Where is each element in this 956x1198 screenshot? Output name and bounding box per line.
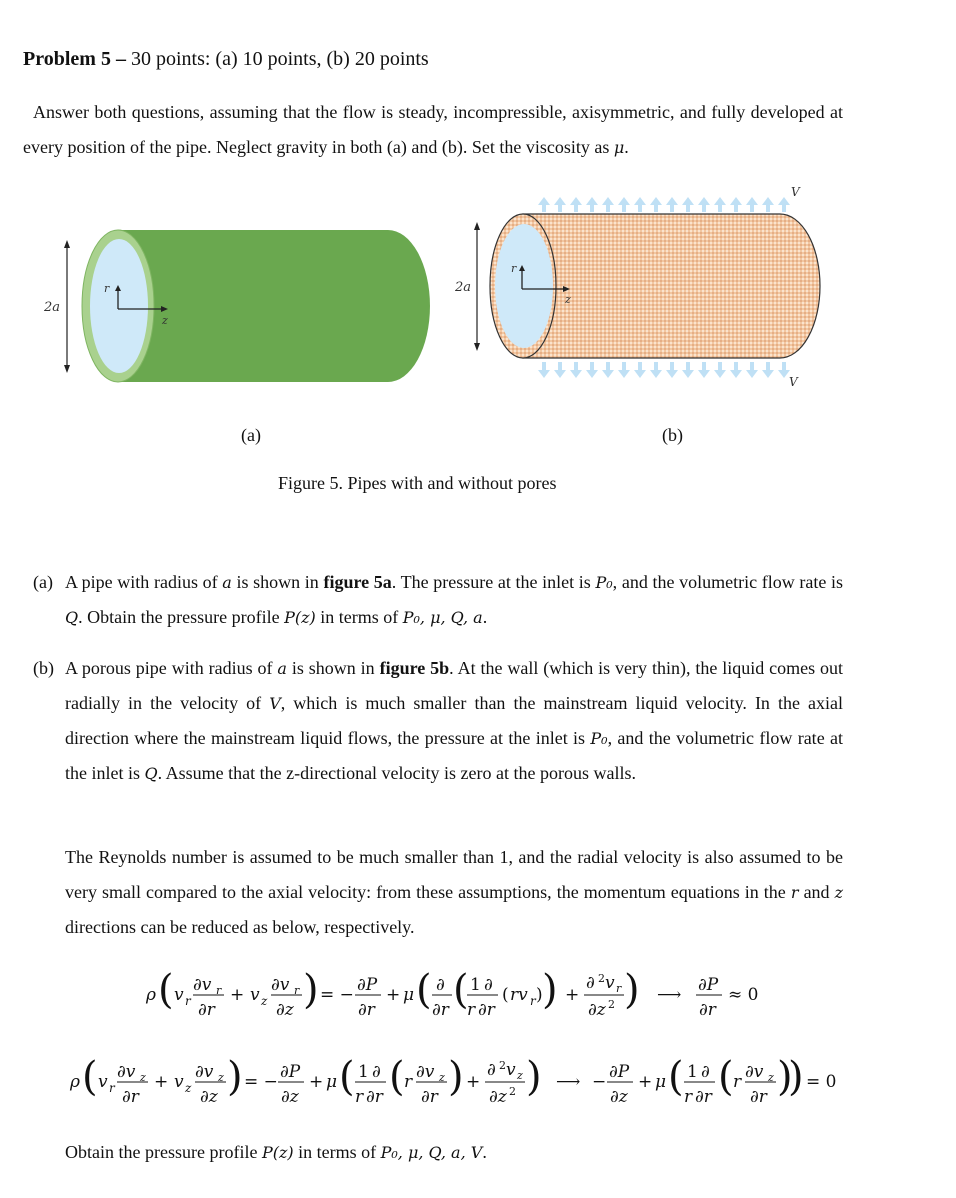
svg-text:(: ( (502, 985, 509, 1005)
svg-text:r: r (530, 994, 536, 1008)
part-b-text-5: , and the volumetric flow rate at the inlet is (65, 728, 844, 783)
svg-text:z: z (140, 1071, 146, 1084)
svg-text:∂v: ∂v (271, 975, 290, 995)
svg-text:ρ: ρ (146, 985, 156, 1005)
part-a-text-5: . Obtain the pressure profile (78, 607, 280, 627)
part-a-text-1: A pipe with radius of (65, 572, 218, 592)
problem-points: 30 points: (a) 10 points, (b) 20 points (125, 48, 429, 70)
svg-text:+: + (638, 1072, 653, 1092)
final-variables: P₀, μ, Q, a, V (380, 1143, 483, 1162)
solid-pipe (82, 230, 430, 382)
svg-text:+: + (309, 1072, 324, 1092)
svg-text:⟶: ⟶ (556, 1072, 581, 1092)
svg-text:∂: ∂ (701, 1062, 710, 1082)
dimension-b (454, 222, 480, 351)
final-text-2: in terms of (298, 1142, 377, 1162)
svg-text:): ) (624, 967, 640, 1013)
final-text-1: Obtain the pressure profile (65, 1142, 258, 1162)
svg-text:∂P: ∂P (609, 1062, 630, 1082)
porous-pipe (490, 214, 820, 358)
part-b-text-3: . At the wall (which is very thin), the liquid comes out radially in the velocity of (65, 658, 844, 713)
svg-text:2: 2 (608, 998, 615, 1011)
svg-text:∂v: ∂v (416, 1062, 435, 1082)
assumptions-text-2: and (803, 882, 830, 902)
svg-text:μ: μ (326, 1072, 338, 1092)
part-a-figure-ref: figure 5a (323, 572, 392, 592)
svg-text:1: 1 (470, 975, 481, 995)
svg-text:rv: rv (510, 985, 528, 1005)
part-b-text-1: A porous pipe with radius of (65, 658, 273, 678)
part-b-inlet-pressure: P₀ (590, 729, 608, 748)
figure-label-b: (b) (662, 425, 683, 445)
part-b-wall-velocity: V (269, 694, 281, 713)
svg-text:+: + (154, 1072, 169, 1092)
svg-text:2: 2 (598, 972, 605, 985)
svg-text:∂z: ∂z (610, 1087, 628, 1107)
svg-text:r: r (616, 982, 622, 995)
final-text-3: . (482, 1142, 487, 1162)
svg-text:2: 2 (509, 1085, 516, 1098)
pipes-figure (0, 180, 956, 455)
svg-text:): ) (448, 1054, 464, 1100)
svg-text:z: z (439, 1071, 445, 1084)
svg-text:r: r (109, 1081, 115, 1095)
svg-text:∂P: ∂P (280, 1062, 301, 1082)
axis-z-a: z (162, 314, 168, 327)
figure-caption: Figure 5. Pipes with and without pores (278, 473, 557, 493)
svg-text:∂r: ∂r (432, 1000, 449, 1020)
svg-text:r: r (467, 1000, 476, 1020)
dim-label-b: 2a (455, 280, 472, 295)
part-b-text-6: . Assume that the z-directional velocity is zero at the porous walls. (157, 763, 636, 783)
svg-text:∂r: ∂r (695, 1087, 712, 1107)
svg-text:): ) (536, 985, 543, 1005)
svg-text:= −: = − (320, 985, 354, 1005)
part-b-assumptions (33, 840, 843, 945)
svg-text:(: ( (453, 967, 469, 1013)
part-b-radius: a (277, 659, 287, 678)
dimension-a (43, 240, 70, 373)
svg-text:∂P: ∂P (698, 975, 719, 995)
svg-text:(: ( (82, 1054, 98, 1100)
svg-text:(: ( (718, 1054, 734, 1100)
svg-text:+: + (230, 985, 245, 1005)
svg-text:∂v: ∂v (117, 1062, 136, 1082)
svg-text:): ) (227, 1054, 243, 1100)
part-b-figure-ref: figure 5b (379, 658, 450, 678)
svg-text:∂v: ∂v (195, 1062, 214, 1082)
svg-text:⟶: ⟶ (657, 985, 682, 1005)
final-pressure-profile: P(z) (261, 1143, 294, 1162)
svg-text:): ) (303, 967, 319, 1013)
velocity-label-top: V (791, 185, 800, 199)
svg-text:(: ( (158, 967, 174, 1013)
axis-z-b: z (565, 293, 571, 306)
svg-text:1: 1 (687, 1062, 698, 1082)
part-a-pressure-profile: P(z) (284, 608, 316, 627)
svg-text:z: z (218, 1071, 224, 1084)
part-b (33, 651, 843, 791)
svg-text:): ) (777, 1054, 793, 1100)
svg-text:∂: ∂ (586, 973, 595, 993)
part-a-text-2: is shown in (236, 572, 319, 592)
svg-text:∂r: ∂r (478, 1000, 495, 1020)
svg-text:(: ( (339, 1054, 355, 1100)
svg-text:∂r: ∂r (421, 1087, 438, 1107)
problem-title (23, 48, 429, 71)
part-b-label: (b) (33, 658, 54, 678)
svg-text:∂r: ∂r (122, 1087, 139, 1107)
svg-text:∂r: ∂r (366, 1087, 383, 1107)
svg-text:∂z: ∂z (489, 1087, 507, 1107)
svg-text:∂r: ∂r (198, 1000, 215, 1020)
viscosity-symbol: μ (613, 138, 625, 157)
svg-text:r: r (294, 984, 300, 997)
svg-text:= 0: = 0 (806, 1072, 837, 1092)
svg-text:r: r (185, 994, 191, 1008)
svg-text:v: v (605, 973, 615, 993)
assumptions-z: z (834, 883, 844, 902)
svg-text:(: ( (416, 967, 432, 1013)
svg-text:(: ( (389, 1054, 405, 1100)
part-a-inlet-pressure: P₀ (595, 573, 613, 592)
svg-text:+: + (466, 1072, 481, 1092)
assumptions-text-1: The Reynolds number is assumed to be much smaller than 1, and the radial velocity is also assumed to be very small compared to the axial velocity: from these assumptions, the momentum equations in the (65, 847, 843, 902)
svg-text:∂v: ∂v (745, 1062, 764, 1082)
part-a-text-6: in terms of (320, 607, 399, 627)
svg-text:∂z: ∂z (276, 1000, 294, 1020)
svg-text:μ: μ (655, 1072, 667, 1092)
svg-text:∂z: ∂z (588, 1000, 606, 1020)
r-momentum-equation (145, 967, 758, 1020)
svg-text:∂r: ∂r (358, 1000, 375, 1020)
svg-text:∂: ∂ (484, 975, 493, 995)
intro-text: Answer both questions, assuming that the flow is steady, incompressible, axisymmetric, and fully developed at every position of the pipe. Neglect gravity in both (a) and (b). Set the viscosity as (23, 102, 843, 157)
axis-r-b: r (511, 262, 517, 275)
svg-text:2: 2 (499, 1059, 506, 1072)
svg-text:): ) (788, 1054, 804, 1100)
intro-end: . (624, 137, 629, 157)
svg-text:∂z: ∂z (200, 1087, 218, 1107)
svg-text:−: − (592, 1072, 607, 1092)
svg-text:z: z (185, 1081, 192, 1095)
outflow-arrows-bottom (538, 362, 799, 389)
part-a-label: (a) (33, 572, 53, 592)
outflow-arrows-top (538, 185, 801, 212)
part-b-flow-rate: Q (144, 764, 158, 783)
part-a-text-4: , and the volumetric flow rate is (612, 572, 844, 592)
part-a-variables: P₀, μ, Q, a (402, 608, 483, 627)
svg-text:∂r: ∂r (699, 1000, 716, 1020)
part-a (33, 565, 843, 635)
svg-text:v: v (174, 1072, 184, 1092)
svg-text:1: 1 (358, 1062, 369, 1082)
part-b-text-2: is shown in (291, 658, 375, 678)
svg-text:r: r (355, 1087, 364, 1107)
svg-text:∂r: ∂r (750, 1087, 767, 1107)
velocity-label-bottom: V (789, 375, 798, 389)
figure-label-a: (a) (241, 425, 261, 445)
svg-text:μ: μ (403, 985, 415, 1005)
part-b-final-question (33, 1135, 843, 1170)
svg-text:z: z (261, 994, 268, 1008)
axis-r-a: r (104, 282, 110, 295)
svg-text:r: r (733, 1072, 742, 1092)
part-a-text-7: . (482, 607, 488, 627)
svg-text:ρ: ρ (70, 1072, 80, 1092)
svg-text:+: + (386, 985, 401, 1005)
intro-paragraph (23, 95, 843, 165)
svg-text:≈ 0: ≈ 0 (728, 985, 759, 1005)
assumptions-r: r (790, 883, 799, 902)
svg-text:+: + (565, 985, 580, 1005)
svg-text:(: ( (668, 1054, 684, 1100)
part-a-text-3: . The pressure at the inlet is (391, 572, 591, 592)
svg-text:v: v (174, 985, 184, 1005)
part-b-text-4: , which is much smaller than the mainstream liquid velocity. In the axial direction where the mainstream liquid flows, the pressure at the inlet is (65, 693, 843, 748)
svg-text:∂z: ∂z (281, 1087, 299, 1107)
part-a-radius: a (222, 573, 232, 592)
part-a-flow-rate: Q (65, 608, 79, 627)
svg-text:∂: ∂ (436, 975, 445, 995)
svg-text:v: v (250, 985, 260, 1005)
svg-text:= −: = − (244, 1072, 278, 1092)
assumptions-text-3: directions can be reduced as below, respectively. (65, 917, 415, 937)
svg-text:z: z (517, 1069, 523, 1082)
svg-text:v: v (506, 1060, 516, 1080)
svg-text:r: r (216, 984, 222, 997)
svg-text:∂v: ∂v (193, 975, 212, 995)
svg-text:∂P: ∂P (357, 975, 378, 995)
svg-text:): ) (526, 1054, 542, 1100)
svg-text:): ) (542, 967, 558, 1013)
problem-number: Problem 5 – (23, 48, 126, 70)
svg-text:∂: ∂ (487, 1060, 496, 1080)
svg-text:r: r (404, 1072, 413, 1092)
dim-label-a: 2a (44, 300, 61, 315)
svg-text:∂: ∂ (372, 1062, 381, 1082)
z-momentum-equation (69, 1054, 836, 1107)
svg-text:z: z (768, 1071, 774, 1084)
momentum-equations (0, 950, 956, 1130)
svg-text:r: r (684, 1087, 693, 1107)
svg-text:v: v (98, 1072, 108, 1092)
